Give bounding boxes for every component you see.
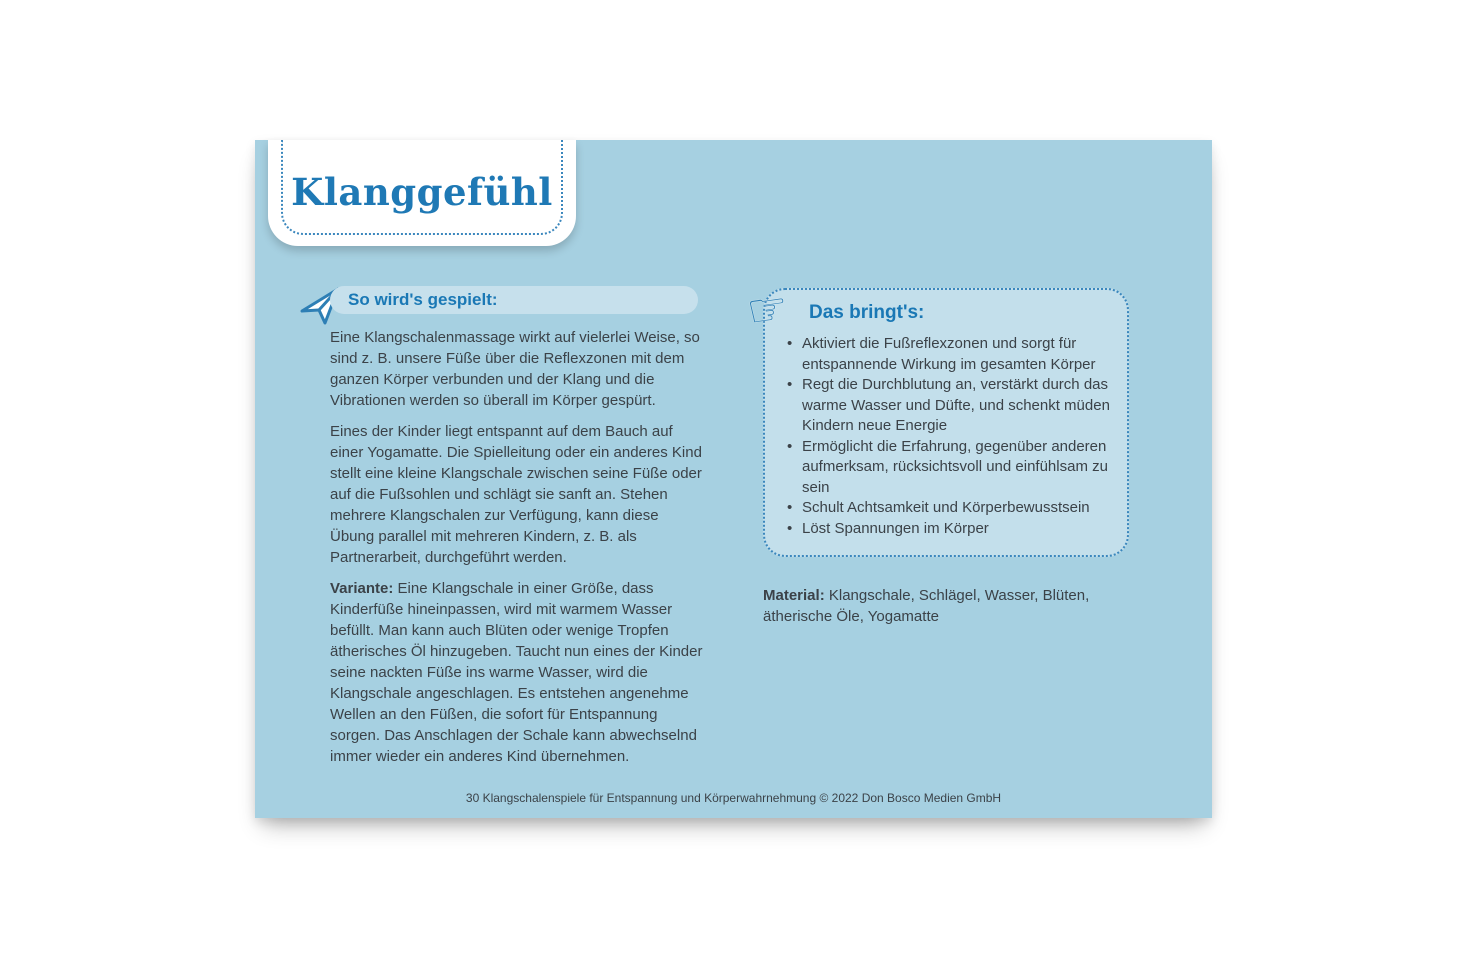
variant-label: Variante: (330, 580, 394, 597)
variant-paragraph (330, 578, 704, 767)
title-tab (268, 140, 576, 246)
how-to-play-header (330, 286, 704, 314)
benefit-item: • Ermöglicht die Erfahrung, gegenüber anderen aufmerksam, rücksichtsvoll und einfühlsam zu sein (787, 437, 1113, 499)
benefit-item: • Regt die Durchblutung an, verstärkt durch das warme Wasser und Düfte, und schenkt müden Kindern neue Energie (787, 375, 1113, 437)
material-line (763, 585, 1133, 627)
how-to-play-section (330, 286, 704, 777)
card-title: Klanggefühl (291, 170, 553, 214)
benefit-item: • Aktiviert die Fußreflexzonen und sorgt für entspannende Wirkung im gesamten Körper (787, 334, 1113, 375)
how-to-play-heading: So wird's gespielt: (348, 290, 498, 309)
activity-card (255, 140, 1212, 818)
paragraph: Eine Klangschalenmassage wirkt auf vielerlei Weise, so sind z. B. unsere Füße über die Reflexzonen mit dem ganzen Körper verbunden und der Klang und die Vibrationen werden so überall im Körper gespürt. (330, 329, 700, 409)
benefit-item: • Löst Spannungen im Körper (787, 519, 1113, 540)
material-text: Klangschale, Schlägel, Wasser, Blüten, ätherische Öle, Yogamatte (763, 587, 1090, 625)
pointing-hand-icon: ☞ (743, 280, 792, 338)
copyright-footer: 30 Klangschalenspiele für Entspannung und Körperwahrnehmung © 2022 Don Bosco Medien GmbH (465, 791, 1002, 805)
benefits-list (787, 334, 1113, 539)
benefits-box (743, 280, 1129, 557)
material-label: Material: (763, 587, 825, 604)
benefit-item: • Schult Achtsamkeit und Körperbewusstsein (787, 498, 1113, 519)
paragraph: Eines der Kinder liegt entspannt auf dem Bauch auf einer Yogamatte. Die Spielleitung oder ein anderes Kind stellt eine kleine Klangschale zwischen seine Füße oder auf die Fußsohlen und schlägt sie sanft an. Stehen mehrere Klangschalen zur Verfügung, kann diese Übung parallel mit mehreren Kindern, z. B. als Partnerarbeit, durchgeführt werden. (330, 423, 702, 566)
variant-text: Eine Klangschale in einer Größe, dass Kinderfüße hineinpassen, wird mit warmem Wasser befüllt. Man kann auch Blüten oder wenige Tropfen ätherisches Öl hinzugeben. Taucht nun eines der Kinder seine nackten Füße ins warme Wasser, wird die Klangschale angeschlagen. Es entstehen angenehme Wellen an den Füßen, die sofort für Entspannung sorgen. Das Anschlagen der Schale kann abwechselnd immer wieder ein anderes Kind übernehmen. (330, 580, 703, 765)
how-to-play-heading-pill (330, 286, 698, 314)
how-to-play-text (330, 327, 704, 767)
benefits-heading: Das bringt's: (809, 302, 925, 323)
benefits-section (743, 280, 1131, 627)
